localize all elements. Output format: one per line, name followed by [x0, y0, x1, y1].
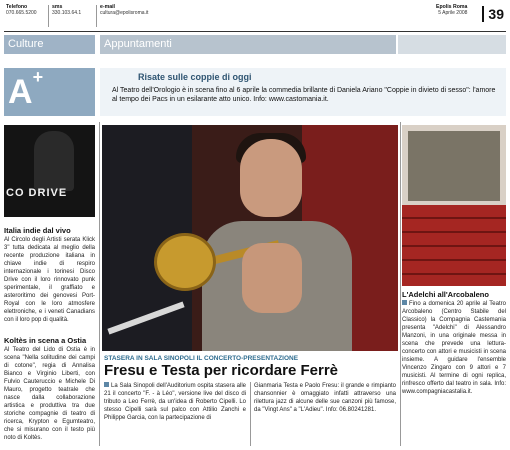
seat-row — [402, 259, 506, 261]
story-text-koltes: Al Teatro del Lido di Ostia è in scena "Nella solitudine dei campi di cotone", regia di Annalisa Bianco e Virginio Liberti, con Fulvio Cauteruccio e Michele Di Mauro, progetto teatrale che nasce dalla collaborazione artistica e produttiva tra due storiche compagnie di teatro di ricerca, Krypton e Egumteatro, che si misurano con il testo più noto di Koltès. — [4, 347, 95, 441]
seat-row — [402, 245, 506, 247]
aplus-title: Risate sulle coppie di oggi — [138, 72, 252, 82]
divider — [48, 5, 49, 27]
paper-info — [436, 4, 467, 16]
main-title: Fresu e Testa per ricordare Ferrè — [104, 362, 338, 379]
section-culture: Culture — [4, 35, 95, 54]
email-value: cultura@epolisroma.it — [100, 10, 149, 16]
theatre-seats — [402, 205, 506, 286]
divider — [96, 5, 97, 27]
column-rule — [250, 382, 251, 446]
aplus-text: Al Teatro dell'Orologio è in scena fino al 6 aprile la commedia brillante di Daniela Ariano "Coppie in divieto di sesso": l'amore al tempo dei Pacs in un esilarante atto unico. Info: www.castomania.it. — [112, 87, 496, 103]
seat-row — [402, 231, 506, 233]
aplus-letter: A — [8, 73, 33, 111]
fresu-trumpet-photo — [102, 125, 398, 351]
sms-block — [52, 4, 81, 16]
main-kicker: STASERA IN SALA SINOPOLI IL CONCERTO-PRESENTAZIONE — [104, 355, 299, 362]
bullet-icon — [402, 300, 407, 305]
story-text-adelchi-body: Fino a domenica 20 aprile al Teatro Arcobaleno (Centro Stabile del Classico) la Compagnia Castemania presenta "Adelchi" di Alessandro Manzoni, in una originale messa in scena che prevede una lettura-concerto con attori e musicisti in scena insieme. A guidare l'ensemble Vincenzo Zingaro con 9 attori e 7 musicisti. Al termine di ogni replica, rinfresco offerto dal teatro in sala. Info: www.compagniacastalia.it. — [402, 301, 506, 395]
column-rule — [400, 122, 401, 446]
band-member-silhouette — [34, 131, 74, 191]
sms-value: 330.103.64.1 — [52, 10, 82, 16]
top-rule — [4, 31, 506, 32]
musician-hand — [242, 243, 302, 313]
story-text-adelchi — [402, 300, 506, 396]
seat-row — [402, 273, 506, 275]
aplus-badge — [4, 68, 95, 116]
musician-face — [240, 139, 302, 217]
aplus-plus: + — [32, 67, 44, 87]
disco-drive-photo — [4, 125, 95, 217]
column-rule — [99, 122, 100, 446]
paper-date: 5 Aprile 2008 — [438, 10, 468, 16]
section-appuntamenti: Appuntamenti — [100, 35, 396, 54]
story-title-koltes: Koltès in scena a Ostia — [4, 336, 87, 345]
seat-row — [402, 217, 506, 219]
page-number: 39 — [482, 6, 504, 22]
telefono-block — [6, 4, 37, 16]
masthead-bar — [4, 4, 506, 30]
story-title-adelchi: L'Adelchi all'Arcobaleno — [402, 290, 489, 299]
paper-name: Epolis Roma — [436, 4, 468, 10]
theatre-stage — [408, 131, 500, 201]
email-block — [100, 4, 148, 16]
main-col-1-body: La Sala Sinopoli dell'Auditorium ospita stasera alle 21 il concerto "F. - à Léo", versione live del disco di tributo a Leo Ferrè, da un'idea di Roberto Cipelli. Lo stesso Cipelli sarà sul palco con Attilio Zanchi e Philippe Garcia, con la partecipazione di — [104, 383, 246, 421]
main-col-2: Gianmaria Testa e Paolo Fresu: il grande e rimpianto chansonnier è omaggiato infatti attraverso una rilettura jazz di alcune delle sue canzoni più famose, da "Vingt Ans" a "L'Adieu". Info: 06.80241281. — [254, 383, 396, 413]
telefono-value: 070.665.5200 — [6, 10, 37, 16]
telefono-label: Telefono — [6, 4, 28, 10]
story-text-indie: Al Circolo degli Artisti serata Klick 3" tutta dedicata al meglio della recente produzione italiana in chiave indie di respiro internazionale i torinesi Disco Drive con il loro rinnovato punk sperimentale, il graffiato e asteroritimo dei genovesi Port-Royal con le loro atmosfere elettroniche, e i veneti Canadians con il loro pop di qualità. — [4, 237, 95, 323]
main-col-1 — [104, 382, 246, 422]
photo-caption-text: CO DRIVE — [6, 187, 68, 199]
story-title-indie: Italia indie dal vivo — [4, 226, 71, 235]
sms-label: sms — [52, 4, 63, 10]
section-band — [398, 35, 506, 54]
flugelhorn-bell — [154, 233, 216, 291]
email-label: e-mail — [100, 4, 115, 10]
bullet-icon — [104, 382, 109, 387]
theatre-photo — [402, 125, 506, 286]
